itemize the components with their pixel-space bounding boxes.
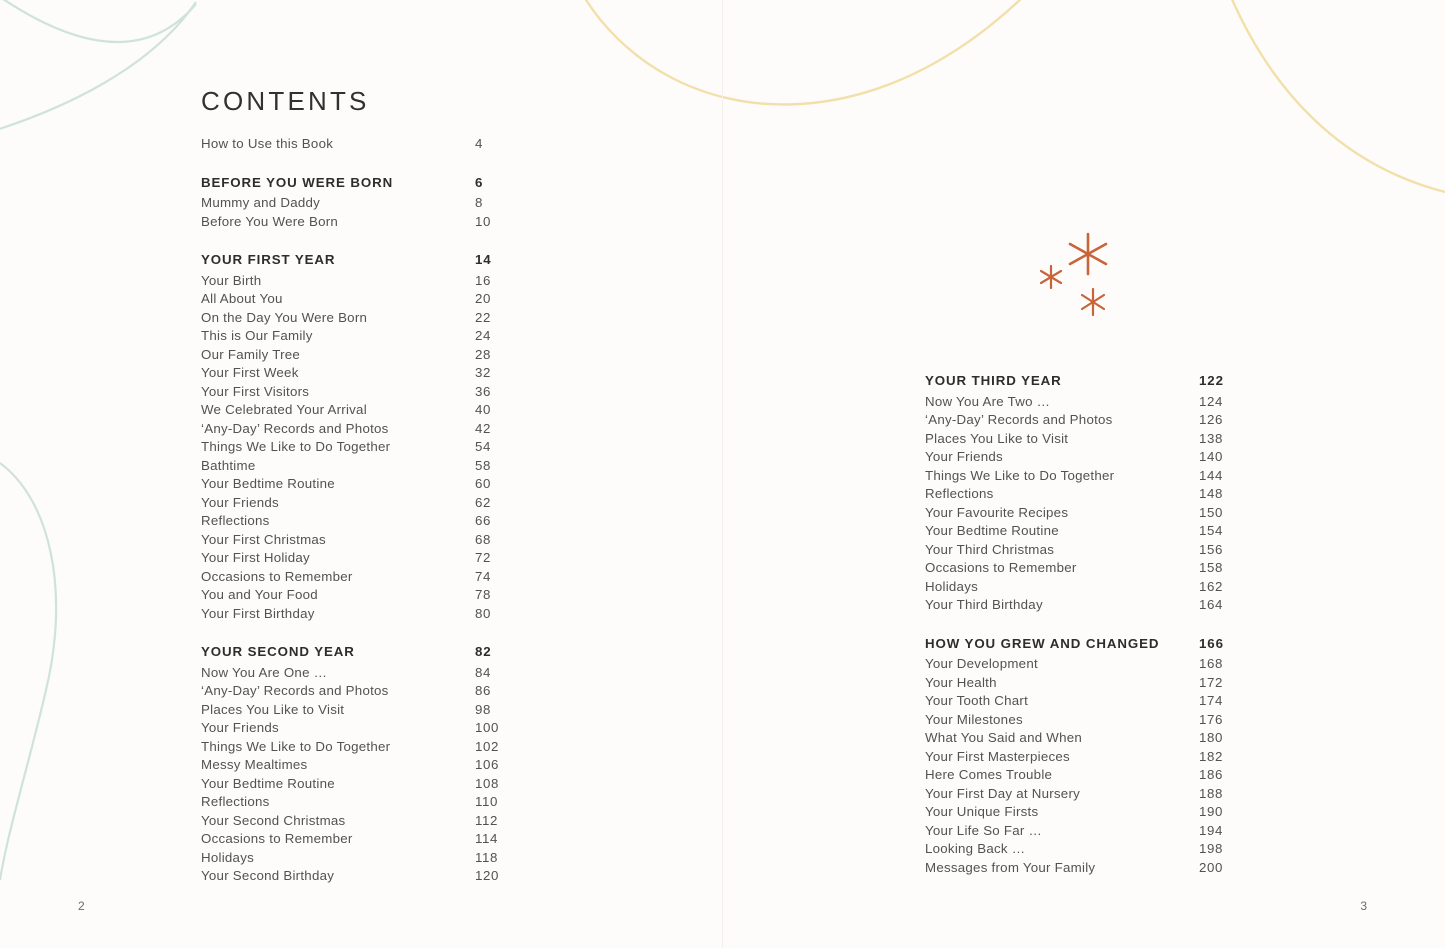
toc-entry-label: Our Family Tree [201, 346, 301, 362]
toc-entry-label: On the Day You Were Born [201, 309, 368, 325]
toc-entry-label: Places You Like to Visit [201, 701, 345, 717]
toc-entry[interactable] [201, 682, 531, 701]
toc-entry-label: How to Use this Book [201, 136, 334, 151]
toc-entry[interactable] [201, 531, 531, 550]
toc-entry[interactable] [925, 411, 1255, 430]
toc-entry-label: Your Third Christmas [925, 541, 1055, 557]
toc-entry[interactable] [925, 541, 1255, 560]
toc-entry-page-number: 4 [475, 136, 483, 151]
toc-entry-page-number: 190 [1199, 804, 1223, 819]
toc-entry-page-number: 180 [1199, 730, 1223, 745]
toc-entry-page-number: 74 [475, 568, 491, 584]
toc-section [201, 174, 531, 232]
toc-entry-label: Before You Were Born [201, 213, 339, 229]
toc-entry-label: Mummy and Daddy [201, 195, 321, 210]
toc-entry[interactable] [925, 485, 1255, 504]
toc-entry-page-number: 126 [1199, 412, 1223, 427]
page-title: CONTENTS [201, 86, 370, 116]
toc-column-left [201, 135, 531, 906]
toc-entry[interactable] [201, 494, 531, 513]
toc-section-heading[interactable] [925, 372, 1255, 391]
toc-entry-page-number: 28 [475, 346, 491, 362]
toc-entry-label: Reflections [201, 794, 270, 809]
toc-section [201, 643, 531, 886]
toc-entry-page-number: 200 [1199, 859, 1223, 875]
toc-entry-label: Bathtime [201, 457, 256, 473]
toc-entry[interactable] [201, 568, 531, 587]
toc-entry[interactable] [201, 756, 531, 775]
toc-entry[interactable] [201, 719, 531, 738]
toc-entry-label: Your First Christmas [201, 531, 326, 547]
toc-entry[interactable] [201, 475, 531, 494]
toc-entry-label: Your Milestones [925, 711, 1023, 727]
toc-entry-page-number: 102 [475, 738, 499, 754]
toc-section-page-number: 14 [475, 252, 492, 267]
toc-entry-page-number: 194 [1199, 822, 1223, 838]
toc-entry[interactable] [201, 420, 531, 439]
toc-entry-page-number: 114 [475, 831, 498, 846]
toc-entry-page-number: 10 [475, 213, 491, 229]
toc-entry-label: Your Bedtime Routine [201, 476, 335, 491]
toc-entry[interactable] [925, 785, 1255, 804]
toc-entry-page-number: 154 [1199, 523, 1223, 538]
toc-entry-page-number: 36 [475, 383, 491, 399]
toc-entry[interactable] [201, 401, 531, 420]
toc-entry-page-number: 78 [475, 587, 491, 602]
toc-entry-label: Now You Are One … [201, 664, 328, 680]
toc-entry-page-number: 158 [1199, 560, 1223, 575]
toc-entry[interactable] [201, 309, 531, 328]
toc-entry[interactable] [201, 290, 531, 309]
toc-entry[interactable] [925, 674, 1255, 693]
toc-entry-page-number: 66 [475, 513, 491, 528]
toc-entry-label: Your Bedtime Routine [925, 523, 1059, 538]
toc-entry[interactable] [925, 766, 1255, 785]
toc-entry-label: Occasions to Remember [925, 560, 1077, 575]
toc-entry-page-number: 188 [1199, 785, 1223, 801]
toc-entry[interactable] [201, 812, 531, 831]
toc-entry[interactable] [925, 596, 1255, 615]
toc-entry-page-number: 86 [475, 683, 491, 698]
toc-section-heading-label: BEFORE YOU WERE BORN [201, 174, 394, 190]
toc-section [925, 372, 1255, 615]
toc-entry-page-number: 42 [475, 420, 491, 436]
toc-section [925, 635, 1255, 878]
toc-entry-page-number: 68 [475, 531, 491, 547]
toc-entry[interactable] [201, 457, 531, 476]
toc-entry-label: Here Comes Trouble [925, 767, 1053, 782]
toc-entry-label: ‘Any-Day’ Records and Photos [925, 412, 1113, 427]
toc-column-right [925, 372, 1255, 897]
toc-entry-page-number: 16 [475, 272, 491, 288]
toc-entry[interactable] [201, 135, 531, 154]
toc-entry[interactable] [201, 849, 531, 868]
toc-entry-label: You and Your Food [201, 587, 318, 602]
toc-entry[interactable] [925, 803, 1255, 822]
toc-entry-label: Your First Week [201, 365, 299, 380]
toc-entry[interactable] [201, 512, 531, 531]
toc-entry-page-number: 182 [1199, 748, 1223, 764]
toc-entry-label: All About You [201, 291, 283, 306]
toc-section [201, 251, 531, 623]
toc-entry-page-number: 176 [1199, 711, 1223, 727]
toc-entry-label: Holidays [925, 578, 978, 594]
toc-entry[interactable] [925, 522, 1255, 541]
toc-section-page-number: 122 [1199, 373, 1224, 388]
toc-entry-label: ‘Any-Day’ Records and Photos [201, 420, 389, 436]
toc-entry[interactable] [925, 840, 1255, 859]
toc-entry[interactable] [201, 605, 531, 624]
toc-entry[interactable] [925, 859, 1255, 878]
toc-entry[interactable] [201, 586, 531, 605]
toc-entry-page-number: 198 [1199, 841, 1223, 856]
toc-entry-label: Your First Masterpieces [925, 748, 1070, 764]
toc-entry[interactable] [925, 729, 1255, 748]
folio-left: 2 [78, 899, 85, 913]
toc-entry-page-number: 172 [1199, 674, 1223, 690]
toc-entry-label: Things We Like to Do Together [201, 439, 391, 454]
toc-entry-page-number: 80 [475, 605, 491, 621]
toc-entry-label: Your First Visitors [201, 383, 310, 399]
toc-entry-page-number: 32 [475, 365, 491, 380]
toc-entry-label: Your First Holiday [201, 550, 310, 565]
toc-entry-label: Occasions to Remember [201, 568, 353, 584]
toc-entry[interactable] [201, 438, 531, 457]
toc-entry-label: Your Life So Far … [925, 822, 1043, 838]
asterisk-star-icon [1035, 232, 1145, 324]
toc-entry-label: Your Bedtime Routine [201, 775, 335, 791]
toc-entry[interactable] [925, 559, 1255, 578]
toc-entry-page-number: 186 [1199, 767, 1223, 782]
toc-entry-label: We Celebrated Your Arrival [201, 402, 367, 417]
toc-entry[interactable] [925, 448, 1255, 467]
toc-entry[interactable] [201, 383, 531, 402]
toc-entry[interactable] [201, 830, 531, 849]
toc-entry[interactable] [201, 738, 531, 757]
toc-entry-page-number: 84 [475, 664, 491, 680]
toc-entry-page-number: 164 [1199, 597, 1223, 612]
toc-entry[interactable] [925, 504, 1255, 523]
toc-entry[interactable] [925, 822, 1255, 841]
toc-entry-label: Things We Like to Do Together [201, 738, 391, 754]
toc-entry-page-number: 140 [1199, 449, 1223, 464]
toc-entry-label: Your Birth [201, 272, 262, 288]
page-gutter [722, 0, 723, 948]
toc-entry[interactable] [201, 793, 531, 812]
toc-entry-page-number: 112 [475, 812, 498, 828]
toc-section-heading[interactable] [925, 635, 1255, 654]
toc-entry[interactable] [201, 364, 531, 383]
folio-right: 3 [1360, 899, 1367, 913]
toc-entry-page-number: 72 [475, 550, 491, 565]
toc-entry-page-number: 150 [1199, 504, 1223, 520]
toc-entry-label: Occasions to Remember [201, 831, 353, 846]
toc-entry-page-number: 144 [1199, 467, 1223, 483]
toc-entry-label: ‘Any-Day’ Records and Photos [201, 683, 389, 698]
toc-entry[interactable] [925, 655, 1255, 674]
toc-entry-label: Now You Are Two … [925, 393, 1051, 409]
toc-entry-page-number: 24 [475, 328, 491, 343]
toc-entry-label: Your First Birthday [201, 605, 315, 621]
toc-entry-page-number: 60 [475, 476, 491, 491]
toc-entry[interactable] [201, 664, 531, 683]
toc-entry[interactable] [201, 194, 531, 213]
toc-entry[interactable] [925, 467, 1255, 486]
toc-entry-label: Holidays [201, 849, 254, 865]
toc-section-heading-label: YOUR FIRST YEAR [201, 252, 336, 267]
toc-section-heading[interactable] [201, 643, 531, 662]
toc-entry[interactable] [201, 272, 531, 291]
toc-entry-label: Your Second Christmas [201, 812, 346, 828]
toc-entry[interactable] [201, 549, 531, 568]
toc-entry-page-number: 8 [475, 195, 483, 210]
toc-entry-label: Your Tooth Chart [925, 693, 1029, 708]
toc-section-heading-label: YOUR SECOND YEAR [201, 644, 355, 659]
toc-entry-label: What You Said and When [925, 730, 1083, 745]
toc-entry-page-number: 22 [475, 309, 491, 325]
toc-section-page-number: 166 [1199, 635, 1224, 651]
toc-entry[interactable] [925, 430, 1255, 449]
toc-entry-page-number: 100 [475, 720, 499, 735]
toc-entry-page-number: 168 [1199, 656, 1223, 671]
toc-section-heading[interactable] [201, 174, 531, 193]
toc-entry-page-number: 174 [1199, 693, 1223, 708]
toc-entry-label: Your Favourite Recipes [925, 504, 1069, 520]
toc-entry-label: Your First Day at Nursery [925, 785, 1081, 801]
toc-section-page-number: 82 [475, 644, 492, 659]
toc-entry-label: Your Friends [925, 449, 1003, 464]
toc-entry-page-number: 20 [475, 291, 491, 306]
toc-entry-label: Looking Back … [925, 841, 1026, 856]
toc-entry-label: Your Second Birthday [201, 868, 335, 883]
toc-section-heading-label: YOUR THIRD YEAR [925, 373, 1062, 388]
toc-section-page-number: 6 [475, 174, 484, 190]
toc-entry-page-number: 148 [1199, 486, 1223, 501]
toc-entry[interactable] [201, 867, 531, 886]
toc-entry-label: Reflections [925, 486, 994, 501]
toc-entry-label: Your Friends [201, 494, 279, 510]
toc-entry-label: Messages from Your Family [925, 859, 1096, 875]
toc-entry-page-number: 156 [1199, 541, 1223, 557]
toc-entry-page-number: 120 [475, 868, 499, 883]
toc-entry-page-number: 124 [1199, 393, 1223, 409]
toc-entry[interactable] [201, 701, 531, 720]
toc-section-heading-label: HOW YOU GREW AND CHANGED [925, 635, 1160, 651]
toc-entry-page-number: 98 [475, 701, 491, 717]
toc-entry-page-number: 110 [475, 794, 498, 809]
toc-entry-page-number: 108 [475, 775, 499, 791]
toc-entry-page-number: 62 [475, 494, 491, 510]
toc-entry[interactable] [925, 692, 1255, 711]
toc-entry-label: Things We Like to Do Together [925, 467, 1115, 483]
toc-entry-label: Places You Like to Visit [925, 430, 1069, 446]
toc-entry-label: Reflections [201, 513, 270, 528]
toc-entry-label: Your Health [925, 674, 997, 690]
toc-entry-label: Your Third Birthday [925, 597, 1043, 612]
toc-entry-label: Your Unique Firsts [925, 804, 1039, 819]
toc-entry-label: Your Friends [201, 720, 279, 735]
toc-entry-label: Your Development [925, 656, 1038, 671]
toc-entry-page-number: 54 [475, 439, 491, 454]
toc-entry[interactable] [201, 346, 531, 365]
toc-entry[interactable] [925, 711, 1255, 730]
toc-entry-page-number: 106 [475, 757, 499, 772]
toc-section-heading[interactable] [201, 251, 531, 270]
toc-entry[interactable] [201, 327, 531, 346]
toc-entry[interactable] [925, 393, 1255, 412]
toc-entry-page-number: 58 [475, 457, 491, 473]
toc-entry-page-number: 40 [475, 402, 491, 417]
toc-entry-page-number: 162 [1199, 578, 1223, 594]
toc-entry-page-number: 138 [1199, 430, 1223, 446]
toc-entry[interactable] [201, 213, 531, 232]
toc-entry-label: This is Our Family [201, 328, 313, 343]
toc-entry[interactable] [201, 775, 531, 794]
toc-entry-label: Messy Mealtimes [201, 757, 308, 772]
toc-entry[interactable] [925, 748, 1255, 767]
toc-entry[interactable] [925, 578, 1255, 597]
toc-entry-page-number: 118 [475, 849, 498, 865]
toc-section [201, 135, 531, 154]
